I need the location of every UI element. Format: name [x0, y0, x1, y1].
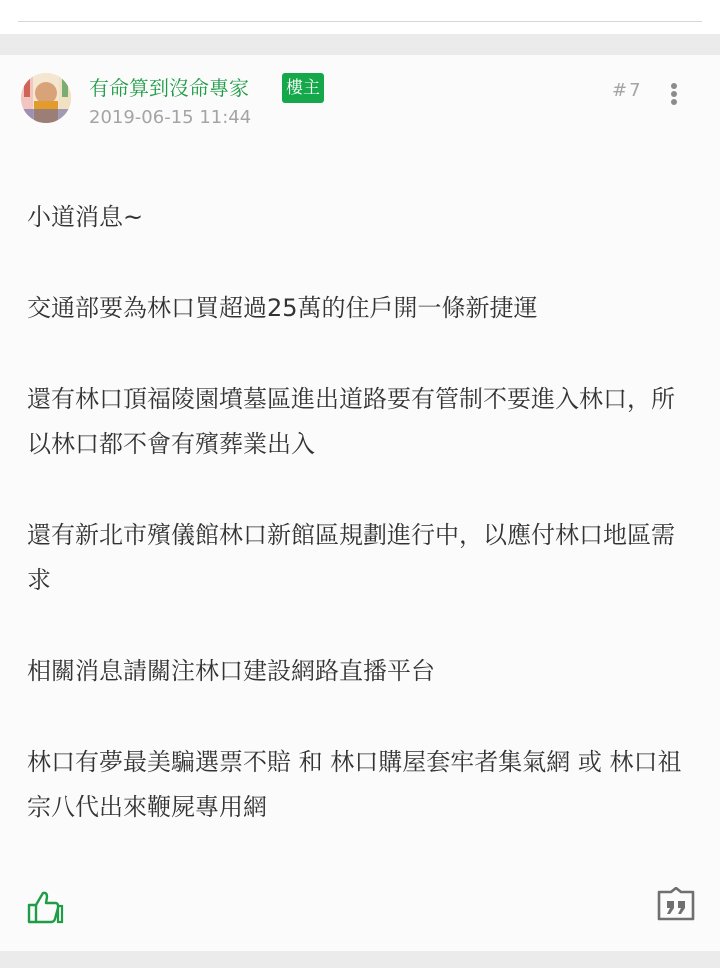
- post-paragraph: 小道消息~: [27, 203, 144, 231]
- quote-reply-icon[interactable]: [656, 887, 696, 923]
- avatar[interactable]: [21, 73, 71, 123]
- post-content: [27, 195, 697, 876]
- post-paragraph: 林口有夢最美騙選票不賠 和 林口購屋套牢者集氣網 或 林口祖宗八代出來鞭屍專用網: [27, 748, 682, 821]
- floor-number: #7: [612, 80, 643, 101]
- post-paragraph: 交通部要為林口買超過25萬的住戶開一條新捷運: [27, 294, 538, 322]
- more-vertical-icon[interactable]: [664, 79, 684, 109]
- thumbs-up-icon[interactable]: [26, 889, 64, 925]
- post-card: [0, 55, 720, 951]
- previous-card-bottom: [0, 0, 720, 34]
- post-paragraph: 還有新北市殯儀館林口新館區規劃進行中，以應付林口地區需求: [27, 521, 675, 594]
- avatar-image: [21, 73, 71, 123]
- post-timestamp: 2019-06-15 11:44: [89, 107, 252, 128]
- op-badge: 樓主: [282, 73, 324, 103]
- post-paragraph: 相關消息請關注林口建設網路直播平台: [27, 657, 435, 685]
- post-paragraph: 還有林口頂福陵園墳墓區進出道路要有管制不要進入林口，所以林口都不會有殯葬業出入: [27, 385, 675, 458]
- author-name[interactable]: 有命算到沒命專家: [89, 76, 249, 100]
- divider: [18, 21, 702, 22]
